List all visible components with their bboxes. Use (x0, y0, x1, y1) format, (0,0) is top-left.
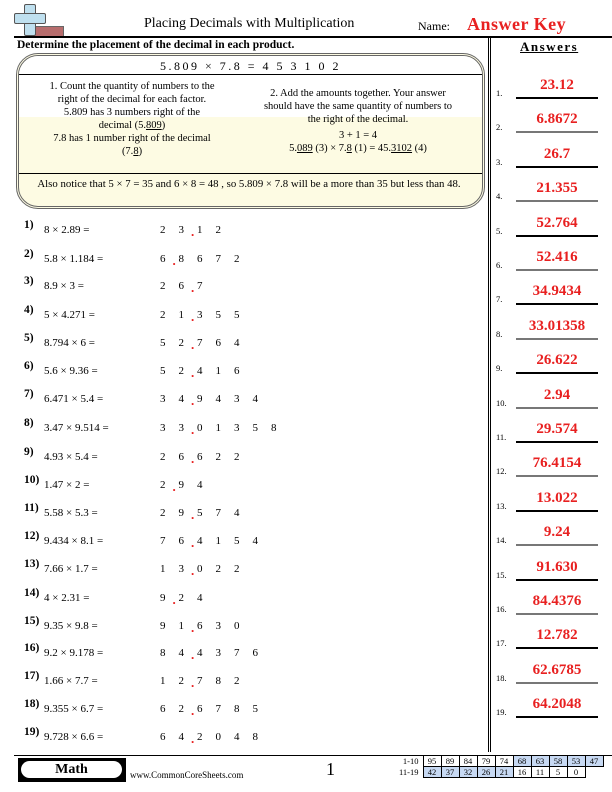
problem-number: 12) (24, 530, 40, 542)
answer-value: 21.355 (536, 180, 578, 197)
problem-expression: 9.355 × 6.7 = (44, 703, 104, 715)
problem-number: 11) (24, 502, 39, 514)
answer-value: 13.022 (536, 489, 578, 506)
problem-number: 6) (24, 360, 34, 372)
score-row (396, 767, 603, 778)
answer-value: 52.416 (536, 249, 578, 265)
answer-number: 3. (496, 156, 503, 167)
answer-line (516, 407, 598, 409)
problem-number: 14) (24, 587, 40, 599)
answer-line (516, 166, 598, 168)
column-divider (488, 38, 491, 752)
digit: 1 (197, 224, 203, 236)
answer-value: 6.8672 (536, 111, 578, 128)
answer-number: 14. (496, 535, 507, 546)
decimal-point-marker: . (191, 337, 195, 352)
answer-value: 12.782 (536, 627, 578, 644)
name-value: Answer Key (467, 14, 567, 34)
digit: 0 (215, 731, 221, 743)
digit: 6 (197, 620, 203, 632)
answer-value: 62.6785 (532, 661, 582, 678)
problem-expression: 9.728 × 6.6 = (44, 731, 104, 743)
score-cell: 16 (513, 767, 531, 778)
digit: 7 (215, 507, 221, 519)
problem-number: 1) (24, 219, 34, 231)
digit: 3 (234, 422, 240, 434)
score-cell: 37 (441, 767, 459, 778)
digit: 3 (160, 422, 166, 434)
score-cell: 26 (477, 767, 495, 778)
decimal-point-marker: . (191, 535, 195, 550)
answer-number: 15. (496, 569, 507, 580)
problem-number: 8) (24, 417, 34, 429)
answer-line (516, 475, 598, 477)
answer-item (496, 174, 612, 207)
score-cell: 5 (549, 767, 567, 778)
answer-value: 26.622 (536, 352, 578, 369)
answer-number: 7. (496, 294, 503, 305)
answer-number: 2. (496, 122, 503, 133)
digit: 3 (178, 422, 184, 434)
digit: 2 (178, 675, 184, 687)
score-cell: 42 (423, 767, 441, 778)
problem-expression: 8.9 × 3 = (44, 280, 84, 292)
digit: 1 (178, 309, 184, 321)
digit: 2 (215, 563, 221, 575)
step1-line: (7.8) (121, 146, 143, 157)
digit: 3 (215, 647, 221, 659)
digit: 8 (215, 675, 221, 687)
digit: 4 (234, 507, 240, 519)
problem-expression: 8.794 × 6 = (44, 337, 95, 349)
digit: 2 (234, 451, 240, 463)
logo-icon (14, 4, 64, 36)
digit: 1 (160, 563, 166, 575)
decimal-point-marker: . (191, 703, 195, 718)
answer-line (516, 647, 598, 649)
digit: 4 (178, 393, 184, 405)
problem-number: 18) (24, 698, 40, 710)
digit: 2 (160, 507, 166, 519)
problem-number: 7) (24, 388, 34, 400)
decimal-point-marker: . (172, 592, 176, 607)
answer-item (496, 415, 612, 448)
score-cell: 47 (585, 756, 603, 767)
digit: 2 (178, 703, 184, 715)
digit: 6 (252, 647, 258, 659)
digit: 3 (178, 563, 184, 575)
digit: 9 (160, 620, 166, 632)
problem-number: 19) (24, 726, 40, 738)
answer-value: 23.12 (540, 77, 574, 93)
digit: 5 (160, 337, 166, 349)
decimal-point-marker: . (191, 620, 195, 635)
digit: 6 (178, 535, 184, 547)
digit: 4 (215, 393, 221, 405)
answer-number: 17. (496, 638, 507, 649)
score-cell: 58 (549, 756, 567, 767)
answer-line (516, 235, 598, 237)
problem-expression: 8 × 2.89 = (44, 224, 90, 236)
score-cell: 89 (441, 756, 459, 767)
score-row (396, 756, 603, 767)
step2-line: should have the same quantity of numbers to (263, 101, 453, 112)
digit: 4 (197, 479, 203, 491)
answer-item (496, 484, 612, 517)
decimal-point-marker: . (191, 224, 195, 239)
answer-number: 1. (496, 88, 503, 98)
answer-line (516, 441, 598, 443)
step2-line: the right of the decimal. (307, 114, 409, 125)
name-label: Name: (418, 19, 450, 33)
answer-number: 12. (496, 466, 507, 477)
digit: 2 (234, 563, 240, 575)
problem-expression: 5 × 4.271 = (44, 309, 95, 321)
digit: 8 (234, 703, 240, 715)
answer-number: 10. (496, 397, 507, 408)
digit: 7 (197, 675, 203, 687)
digit: 7 (234, 647, 240, 659)
answer-line (516, 613, 598, 615)
digit: 0 (197, 563, 203, 575)
answer-line (516, 372, 598, 374)
digit: 4 (197, 535, 203, 547)
answer-number: 18. (496, 672, 507, 683)
score-cell: 53 (567, 756, 585, 767)
step2-line: 3 + 1 = 4 (338, 130, 378, 141)
digit: 6 (160, 703, 166, 715)
answer-item (496, 381, 612, 414)
problem-expression: 1.66 × 7.7 = (44, 675, 98, 687)
digit: 4 (197, 647, 203, 659)
score-cell: 32 (459, 767, 477, 778)
answer-item (496, 518, 612, 551)
answers-title: Answers (520, 39, 579, 54)
problem-number: 16) (24, 642, 40, 654)
step1-line: decimal (5.809) (98, 120, 166, 131)
score-table (396, 755, 604, 778)
digit: 4 (197, 592, 203, 604)
instructions: Determine the placement of the decimal in each product. (17, 39, 295, 51)
score-cell: 21 (495, 767, 513, 778)
digit: 1 (215, 535, 221, 547)
step1-line: right of the decimal for each factor. (57, 94, 207, 105)
digit: 3 (178, 224, 184, 236)
answer-line (516, 510, 598, 512)
digit: 9 (197, 393, 203, 405)
answer-item (496, 277, 612, 310)
digit: 8 (160, 647, 166, 659)
digit: 5 (234, 309, 240, 321)
digit: 4 (252, 393, 258, 405)
problem-number: 13) (24, 558, 40, 570)
digit: 0 (197, 422, 203, 434)
problem-number: 4) (24, 304, 34, 316)
problem-expression: 7.66 × 1.7 = (44, 563, 98, 575)
problem-number: 17) (24, 670, 40, 682)
answer-item (496, 243, 612, 276)
answer-value: 91.630 (536, 558, 578, 575)
digit: 0 (234, 620, 240, 632)
worksheet-title: Placing Decimals with Multiplication (144, 16, 355, 31)
digit: 4 (234, 337, 240, 349)
decimal-point-marker: . (191, 393, 195, 408)
problem-expression: 1.47 × 2 = (44, 479, 90, 491)
digit: 7 (197, 280, 203, 292)
digit: 6 (197, 703, 203, 715)
answer-number: 8. (496, 328, 503, 339)
example-note-divider (19, 173, 482, 174)
answer-item (496, 587, 612, 620)
problem-expression: 9.2 × 9.178 = (44, 647, 104, 659)
score-cell: 63 (531, 756, 549, 767)
digit: 8 (271, 422, 277, 434)
digit: 2 (178, 337, 184, 349)
digit: 7 (215, 253, 221, 265)
digit: 5 (234, 535, 240, 547)
step1-line: 1. Count the quantity of numbers to the (49, 81, 215, 92)
digit: 2 (178, 365, 184, 377)
problem-expression: 4 × 2.31 = (44, 592, 90, 604)
answer-value: 29.574 (536, 421, 578, 437)
answer-number: 5. (496, 225, 503, 236)
answer-line (516, 303, 598, 305)
subject-label: Math (21, 761, 122, 778)
decimal-point-marker: . (191, 309, 195, 324)
digit: 8 (178, 253, 184, 265)
answer-number: 16. (496, 604, 507, 614)
problem-number: 2) (24, 248, 34, 260)
digit: 5 (252, 703, 258, 715)
answer-value: 64.2048 (532, 696, 582, 713)
answer-value: 76.4154 (532, 455, 582, 472)
digit: 3 (234, 393, 240, 405)
step2-line: 5.089 (3) × 7.8 (1) = 45.3102 (4) (289, 143, 427, 154)
answer-line (516, 200, 598, 202)
answer-value: 52.764 (536, 214, 578, 231)
digit: 7 (197, 337, 203, 349)
example-equation: 5.809 × 7.8 = 4 5 3 1 0 2 (159, 59, 342, 73)
digit: 6 (178, 280, 184, 292)
digit: 9 (160, 592, 166, 604)
answer-value: 34.9434 (532, 283, 582, 300)
problem-expression: 9.434 × 8.1 = (44, 535, 104, 547)
answer-value: 9.24 (543, 524, 571, 541)
score-cell: 79 (477, 756, 495, 767)
problem-number: 15) (24, 615, 40, 627)
digit: 6 (197, 253, 203, 265)
problem-expression: 6.471 × 5.4 = (44, 393, 104, 405)
answer-value: 2.94 (543, 386, 571, 403)
digit: 9 (178, 479, 184, 491)
digit: 2 (234, 675, 240, 687)
digit: 2 (160, 224, 166, 236)
digit: 2 (215, 224, 221, 236)
answer-item (496, 209, 612, 242)
answer-item (496, 621, 612, 654)
digit: 2 (234, 253, 240, 265)
site-url: www.CommonCoreSheets.com (130, 770, 244, 780)
decimal-point-marker: . (191, 507, 195, 522)
page-number: 1 (326, 759, 335, 779)
answer-value: 33.01358 (528, 317, 586, 334)
answer-item (496, 449, 612, 482)
problem-number: 9) (24, 446, 34, 458)
header-divider (14, 36, 612, 38)
score-cell: 68 (513, 756, 531, 767)
example-box (16, 53, 485, 209)
score-cell: 74 (495, 756, 513, 767)
answer-value: 84.4376 (532, 593, 582, 609)
decimal-point-marker: . (191, 647, 195, 662)
digit: 4 (178, 647, 184, 659)
problem-expression: 3.47 × 9.514 = (44, 422, 109, 434)
answer-line (516, 544, 598, 546)
digit: 7 (215, 703, 221, 715)
answer-item (496, 690, 612, 723)
example-step-1 (25, 80, 239, 158)
answer-number: 11. (496, 432, 507, 442)
answer-item (496, 656, 612, 689)
decimal-point-marker: . (191, 365, 195, 380)
digit: 1 (215, 365, 221, 377)
answer-item (496, 105, 612, 138)
example-step-2 (247, 87, 469, 155)
answer-line (516, 97, 598, 99)
digit: 2 (197, 731, 203, 743)
example-note: Also notice that 5 × 7 = 35 and 6 × 8 = 48 , so 5.809 × 7.8 will be a more than 35 but less than 48. (37, 178, 461, 190)
digit: 6 (160, 731, 166, 743)
digit: 4 (197, 365, 203, 377)
decimal-point-marker: . (172, 253, 176, 268)
digit: 6 (178, 451, 184, 463)
digit: 4 (234, 731, 240, 743)
decimal-point-marker: . (191, 731, 195, 746)
answer-number: 6. (496, 260, 503, 270)
digit: 1 (215, 422, 221, 434)
score-cell: 84 (459, 756, 477, 767)
digit: 3 (160, 393, 166, 405)
digit: 5 (215, 309, 221, 321)
answer-line (516, 131, 598, 133)
digit: 4 (252, 535, 258, 547)
step1-line: 5.809 has 3 numbers right of the (63, 107, 201, 118)
score-cell: 95 (423, 756, 441, 767)
decimal-point-marker: . (191, 451, 195, 466)
answer-item (496, 71, 612, 104)
digit: 2 (178, 592, 184, 604)
answer-item (496, 312, 612, 345)
digit: 5 (160, 365, 166, 377)
digit: 1 (160, 675, 166, 687)
digit: 6 (234, 365, 240, 377)
digit: 5 (252, 422, 258, 434)
problem-number: 10) (24, 474, 40, 486)
problem-expression: 5.58 × 5.3 = (44, 507, 98, 519)
problem-number: 5) (24, 332, 34, 344)
answer-line (516, 338, 598, 340)
answer-number: 13. (496, 500, 507, 511)
digit: 9 (178, 507, 184, 519)
digit: 2 (215, 451, 221, 463)
digit: 3 (197, 309, 203, 321)
digit: 5 (197, 507, 203, 519)
digit: 2 (160, 451, 166, 463)
decimal-point-marker: . (172, 479, 176, 494)
score-cell: 11 (531, 767, 549, 778)
decimal-point-marker: . (191, 675, 195, 690)
answer-value: 26.7 (543, 145, 571, 162)
problem-expression: 5.6 × 9.36 = (44, 365, 98, 377)
logo-plus-horizontal (14, 13, 46, 24)
answer-item (496, 346, 612, 379)
answer-number: 4. (496, 191, 503, 202)
digit: 2 (160, 280, 166, 292)
digit: 8 (252, 731, 258, 743)
step1-line: 7.8 has 1 number right of the decimal (53, 133, 211, 144)
decimal-point-marker: . (191, 563, 195, 578)
answer-number: 9. (496, 363, 503, 374)
digit: 6 (160, 253, 166, 265)
digit: 6 (197, 451, 203, 463)
digit: 1 (178, 620, 184, 632)
digit: 7 (160, 535, 166, 547)
problem-expression: 5.8 × 1.184 = (44, 253, 104, 265)
digit: 6 (215, 337, 221, 349)
digit: 2 (160, 479, 166, 491)
answer-item (496, 553, 612, 586)
score-row-label: 1-10 (402, 756, 419, 766)
answer-line (516, 579, 598, 581)
subject-badge (18, 758, 126, 782)
answer-line (516, 682, 598, 684)
score-cell: 0 (567, 767, 585, 778)
digit: 4 (178, 731, 184, 743)
answer-number: 19. (496, 707, 507, 718)
answer-item (496, 140, 612, 173)
step2-line: 2. Add the amounts together. Your answer (270, 88, 446, 99)
problem-number: 3) (24, 275, 34, 287)
score-row-label: 11-19 (399, 767, 419, 777)
digit: 3 (215, 620, 221, 632)
decimal-point-marker: . (191, 422, 195, 437)
digit: 2 (160, 309, 166, 321)
problem-expression: 9.35 × 9.8 = (44, 620, 98, 632)
example-equation-divider (19, 74, 482, 75)
decimal-point-marker: . (191, 280, 195, 295)
problem-expression: 4.93 × 5.4 = (44, 451, 98, 463)
answer-line (516, 716, 598, 718)
answer-line (516, 269, 598, 271)
